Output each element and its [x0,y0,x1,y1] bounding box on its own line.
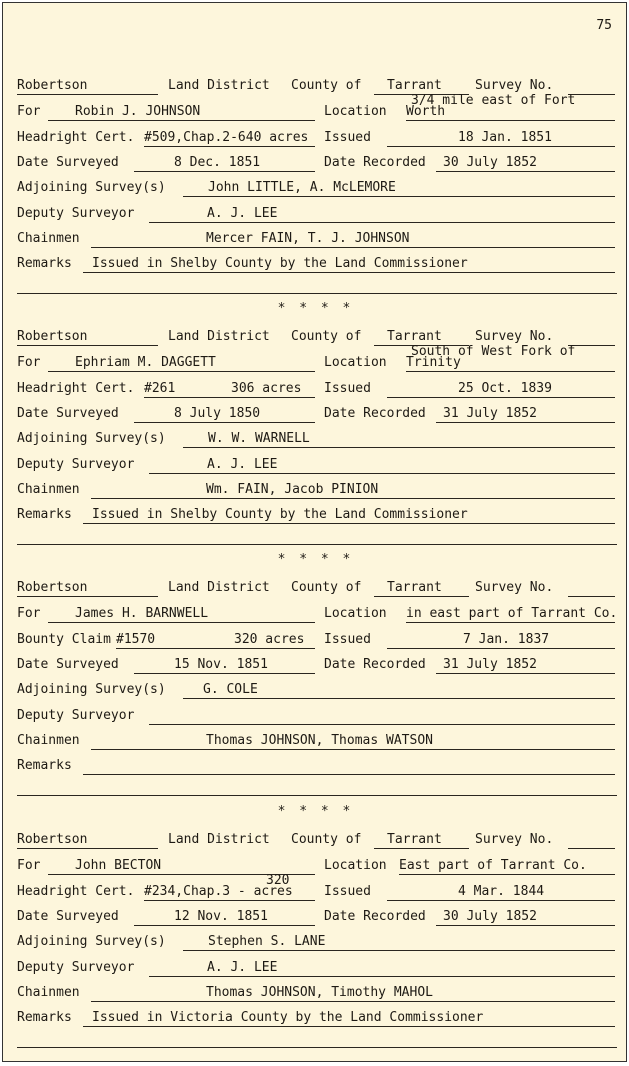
issued-field [387,633,615,649]
for-field [48,356,315,372]
for-label: For [17,104,41,119]
acres-value: 320 acres [234,632,305,647]
district-value: Robertson [17,329,88,344]
adjoining-field [183,181,615,197]
issued-label: Issued [324,632,371,647]
for-label: For [17,606,41,621]
adjoining-field [183,683,615,699]
adjoining-label: Adjoining Survey(s) [17,431,166,446]
location-value: East part of Tarrant Co. [399,858,587,873]
district-field [17,79,158,95]
remarks-label: Remarks [17,507,72,522]
acres-top-value: 320 [266,873,290,888]
district-field [17,833,158,849]
chainmen-value: Mercer FAIN, T. J. JOHNSON [206,231,410,246]
grantee-name: John BECTON [75,858,162,873]
date-surveyed-label: Date Surveyed [17,406,119,421]
land-district-label: Land District [168,78,270,93]
deputy-field [149,458,615,474]
cert-field [144,382,315,398]
survey-record [3,79,627,319]
county-label: County of [291,329,362,344]
location-field [406,606,618,623]
issued-field [387,131,615,147]
location-label: Location [324,858,387,873]
location-label: Location [324,355,387,370]
adjoining-field [183,432,615,448]
cert-prefix-label: Bounty Claim [17,632,111,647]
cert-prefix-label: Headright Cert. [17,130,135,145]
district-value: Robertson [17,580,88,595]
location-field [406,93,615,121]
survey-no-field [568,833,615,849]
location-field [399,859,615,875]
district-field [17,581,158,597]
date-surveyed-value: 8 July 1850 [174,406,261,421]
location-value: in east part of Tarrant Co. [406,606,618,621]
chainmen-value: Thomas JOHNSON, Timothy MAHOL [206,985,433,1000]
location-value: Trinity [406,355,461,370]
remarks-field [83,759,615,775]
issued-field [387,885,615,901]
survey-no-label: Survey No. [475,580,554,595]
remarks-label: Remarks [17,1010,72,1025]
date-surveyed-field [134,407,315,423]
date-recorded-label: Date Recorded [324,406,426,421]
land-district-label: Land District [168,329,270,344]
date-surveyed-value: 12 Nov. 1851 [174,909,268,924]
chainmen-value: Wm. FAIN, Jacob PINION [206,482,379,497]
remarks-field [83,257,615,273]
remarks-continuation-line [17,293,617,294]
chainmen-field [91,734,615,750]
chainmen-label: Chainmen [17,985,80,1000]
district-value: Robertson [17,832,88,847]
deputy-value: A. J. LEE [207,457,278,472]
record-separator: * * * * [277,301,354,316]
for-label: For [17,355,41,370]
chainmen-value: Thomas JOHNSON, Thomas WATSON [206,733,433,748]
grantee-name: Robin J. JOHNSON [75,104,201,119]
location-value: Worth [406,104,446,119]
grantee-name: James H. BARNWELL [75,606,209,621]
survey-record [3,833,627,1062]
issued-label: Issued [324,381,371,396]
chainmen-field [91,986,615,1002]
acres-value: 306 acres [231,381,302,396]
remarks-value: Issued in Shelby County by the Land Commissioner [92,256,468,271]
deputy-field [149,961,615,977]
deputy-label: Deputy Surveyor [17,457,135,472]
date-recorded-label: Date Recorded [324,657,426,672]
for-field [48,607,315,623]
date-recorded-value: 31 July 1852 [443,657,537,672]
remarks-continuation-line [17,544,617,545]
cert-value: #261 [144,381,176,396]
issued-value: 25 Oct. 1839 [458,381,552,396]
location-field [406,344,615,372]
remarks-label: Remarks [17,758,72,773]
deputy-value: A. J. LEE [207,960,278,975]
for-label: For [17,858,41,873]
remarks-field [83,1011,615,1027]
issued-field [387,382,615,398]
issued-value: 7 Jan. 1837 [463,632,550,647]
cert-field [144,131,315,147]
remarks-value: Issued in Victoria County by the Land Commissioner [92,1010,484,1025]
county-label: County of [291,78,362,93]
adjoining-label: Adjoining Survey(s) [17,180,166,195]
survey-no-label: Survey No. [475,329,554,344]
date-recorded-value: 31 July 1852 [443,406,537,421]
county-label: County of [291,580,362,595]
remarks-continuation-line [17,1047,617,1048]
cert-value: #509,Chap.2-640 acres [144,130,309,145]
issued-value: 4 Mar. 1844 [458,884,545,899]
record-separator: * * * * [277,804,354,819]
issued-label: Issued [324,130,371,145]
date-recorded-label: Date Recorded [324,909,426,924]
adjoining-label: Adjoining Survey(s) [17,934,166,949]
county-field [374,833,469,849]
remarks-value: Issued in Shelby County by the Land Commissioner [92,507,468,522]
date-surveyed-value: 8 Dec. 1851 [174,155,261,170]
adjoining-value: John LITTLE, A. McLEMORE [208,180,396,195]
deputy-field [149,207,615,223]
issued-label: Issued [324,884,371,899]
survey-record [3,330,627,570]
issued-value: 18 Jan. 1851 [458,130,552,145]
county-label: County of [291,832,362,847]
county-value: Tarrant [387,580,442,595]
chainmen-label: Chainmen [17,231,80,246]
county-field [374,581,469,597]
date-surveyed-field [134,658,315,674]
date-surveyed-label: Date Surveyed [17,909,119,924]
survey-no-field [568,581,615,597]
deputy-field [149,709,615,725]
record-separator: * * * * [277,552,354,567]
county-value: Tarrant [387,832,442,847]
date-recorded-field [436,910,615,926]
survey-record [3,581,627,821]
remarks-continuation-line [17,795,617,796]
chainmen-field [91,483,615,499]
adjoining-value: W. W. WARNELL [208,431,310,446]
date-recorded-field [436,407,615,423]
adjoining-field [183,935,615,951]
date-surveyed-value: 15 Nov. 1851 [174,657,268,672]
location-label: Location [324,104,387,119]
survey-no-label: Survey No. [475,832,554,847]
location-top-value: South of West Fork of [411,344,576,359]
adjoining-label: Adjoining Survey(s) [17,682,166,697]
cert-value: #1570 [116,632,156,647]
county-value: Tarrant [387,78,442,93]
deputy-label: Deputy Surveyor [17,708,135,723]
date-recorded-label: Date Recorded [324,155,426,170]
cert-field [116,633,315,649]
date-recorded-field [436,658,615,674]
remarks-label: Remarks [17,256,72,271]
cert-prefix-label: Headright Cert. [17,884,135,899]
deputy-label: Deputy Surveyor [17,206,135,221]
land-district-label: Land District [168,832,270,847]
date-surveyed-field [134,910,315,926]
location-top-value: 3/4 mile east of Fort [411,93,576,108]
survey-no-label: Survey No. [475,78,554,93]
date-surveyed-field [134,156,315,172]
district-value: Robertson [17,78,88,93]
document-page [2,2,627,1062]
page-number: 75 [596,18,612,33]
remarks-field [83,508,615,524]
adjoining-value: Stephen S. LANE [208,934,326,949]
date-recorded-value: 30 July 1852 [443,155,537,170]
for-field [48,105,315,121]
cert-field [144,873,315,901]
location-label: Location [324,606,387,621]
deputy-label: Deputy Surveyor [17,960,135,975]
chainmen-field [91,232,615,248]
cert-value: #234,Chap.3 - acres [144,884,293,899]
date-surveyed-label: Date Surveyed [17,657,119,672]
chainmen-label: Chainmen [17,482,80,497]
cert-prefix-label: Headright Cert. [17,381,135,396]
county-value: Tarrant [387,329,442,344]
date-recorded-value: 30 July 1852 [443,909,537,924]
deputy-value: A. J. LEE [207,206,278,221]
grantee-name: Ephriam M. DAGGETT [75,355,216,370]
date-recorded-field [436,156,615,172]
date-surveyed-label: Date Surveyed [17,155,119,170]
adjoining-value: G. COLE [203,682,258,697]
land-district-label: Land District [168,580,270,595]
chainmen-label: Chainmen [17,733,80,748]
district-field [17,330,158,346]
